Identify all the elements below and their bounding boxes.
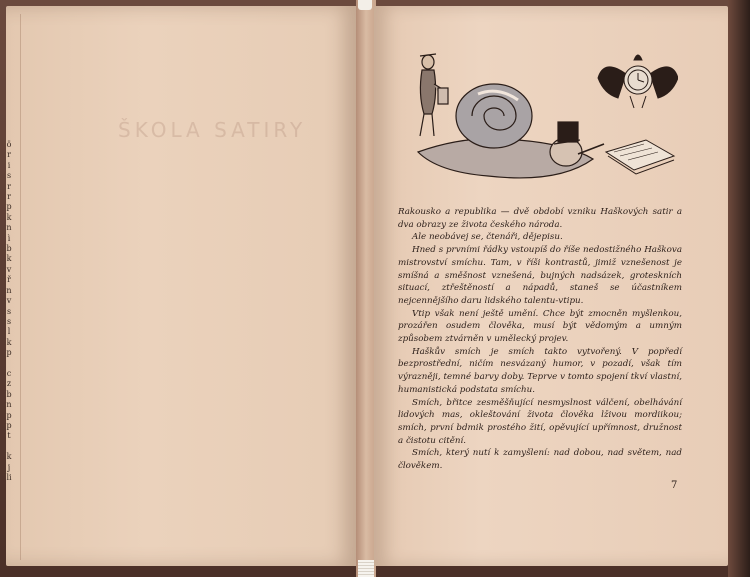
edge-letter: c (6, 368, 12, 378)
edge-letter: k (6, 337, 12, 347)
caricature-head (550, 122, 604, 166)
page-number: 7 (671, 480, 678, 491)
edge-letter: r (7, 181, 11, 191)
edge-letter: b (6, 389, 12, 399)
bookmark-ribbon-bottom[interactable] (358, 560, 374, 577)
left-page (6, 6, 358, 566)
edge-letter: k (6, 452, 12, 462)
edge-letter: i (7, 160, 11, 170)
edge-letter: j (7, 462, 11, 472)
bookmark-ribbon-top[interactable] (358, 0, 372, 10)
body-paragraph: Hned s prvními řádky vstoupíš do říše nedostižného Haškova mistrovství smíchu. Tam, v říši kontrastů, jimiž vznešenost je smíšná a směšnost vznešená, bujných nadsázek, groteskních situací, ztřeštěností a nápadů, staneš se účastníkem nejcennějšího daru lidského talentu-vtipu. (398, 245, 682, 306)
body-paragraph: Haškův smích je smích takto vytvořený. V popředí bezprostřední, ničím nesvázaný humor, v pozadí, však tím výrazněji, temné barvy doby. Teprve v tomto spojení tkví vlastní, humanistická podstata smíchu. (398, 346, 682, 395)
edge-letter (8, 442, 11, 452)
edge-letter: n (6, 285, 12, 295)
edge-letter (8, 359, 11, 369)
body-text (398, 206, 682, 473)
body-paragraph: Smích, který nutí k zamyšlení: nad dobou, nad světem, nad člověkem. (398, 448, 682, 472)
edge-letter: r (7, 192, 11, 202)
edge-letter: n (6, 400, 12, 410)
edge-letter: v (6, 264, 12, 274)
edge-letter: p (6, 202, 12, 212)
edge-letter: ř (7, 275, 11, 285)
bleed-through-title: ŠKOLA SATIRY (118, 118, 307, 142)
body-paragraph: Ale neobávej se, čtenáři, dějepisu. (412, 232, 563, 243)
standing-figure (420, 54, 448, 136)
snail-caricature-illustration (408, 44, 678, 189)
edge-letter: k (6, 212, 12, 222)
edge-letter: p (6, 410, 12, 420)
edge-letter: b (6, 244, 12, 254)
edge-letter: k (6, 254, 12, 264)
body-paragraph: Rakousko a republika — dvě období vzniku Haškových satir a dva obrazy ze života českého národa. (398, 207, 682, 230)
eagle-clock-emblem (598, 55, 678, 108)
edge-letter: t (7, 431, 11, 441)
edge-letter: n (6, 223, 12, 233)
edge-letter: s (6, 171, 12, 181)
edge-letter: p (6, 420, 12, 430)
book-cover-edge (728, 0, 750, 577)
body-paragraph: Smích, břitce zesměšňující nesmyslnost válčení, obelhávání lidových mas, okleštování života člověka lživou mordiikou; smích, první bdmik prostého žití, opěvující upřímnost, družnost a čistotu citění. (398, 397, 682, 446)
left-page-border (20, 14, 346, 560)
edge-letter: s (6, 306, 12, 316)
book-gutter (356, 0, 376, 577)
edge-letter: l (7, 327, 11, 337)
edge-letter: p (6, 348, 12, 358)
edge-letter: s (6, 316, 12, 326)
edge-letter: li (6, 473, 12, 482)
edge-letter: r (7, 150, 11, 160)
edge-letter: ì (7, 233, 11, 243)
paper-stack (606, 140, 674, 174)
body-paragraph: Vtip však není ještě umění. Chce být zmocněn myšlenkou, prozářen osudem člověka, musí být vědomým a umným způsobem ztvárněn v umělecký projev. (398, 308, 682, 345)
edge-letter: ö (6, 140, 12, 149)
page-edge-letters (2, 140, 16, 480)
edge-letter: z (6, 379, 12, 389)
edge-letter: v (6, 296, 12, 306)
